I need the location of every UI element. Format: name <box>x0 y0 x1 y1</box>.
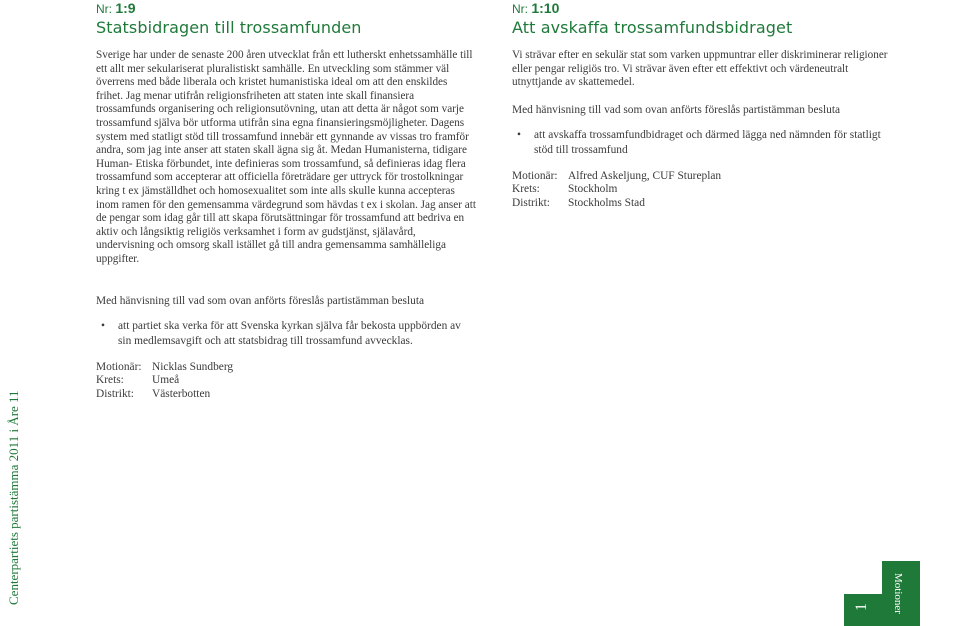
meta-label: Motionär: <box>512 169 558 182</box>
page-number: 1 <box>853 603 870 611</box>
proposal-intro: Med hänvisning till vad som ovan anförts föreslås partistämman besluta <box>96 294 425 307</box>
meta-value: Nicklas Sundberg <box>152 360 234 373</box>
motion-title: Att avskaffa trossamfundsbidraget <box>512 18 793 37</box>
motion-number <box>512 1 897 15</box>
meta-motionar <box>96 361 476 375</box>
proposal-item <box>96 319 476 349</box>
meta-krets <box>512 183 897 197</box>
proposal-list <box>96 319 476 349</box>
meta-label: Krets: <box>96 374 124 387</box>
proposal-text: att avskaffa trossamfundbidraget och därmed lägga ned nämnden för statligt stöd till trossamfund <box>534 128 881 156</box>
motion-number-label: Nr: <box>512 2 528 16</box>
motion-meta <box>512 170 897 211</box>
motion-number-value: 1:10 <box>531 0 560 16</box>
meta-distrikt <box>512 197 897 211</box>
proposal-intro: Med hänvisning till vad som ovan anförts föreslås partistämman besluta <box>512 103 841 116</box>
meta-value: Alfred Askeljung, CUF Stureplan <box>568 169 722 182</box>
meta-krets <box>96 374 476 388</box>
motion-left <box>96 0 476 401</box>
meta-distrikt <box>96 388 476 402</box>
motion-number-value: 1:9 <box>115 0 136 16</box>
meta-label: Motionär: <box>96 360 142 373</box>
meta-value: Stockholms Stad <box>568 196 645 209</box>
motion-number-label: Nr: <box>96 2 112 16</box>
page-number-box <box>844 594 882 626</box>
section-tab <box>882 561 920 626</box>
motion-meta <box>96 361 476 402</box>
meta-value: Umeå <box>152 374 180 387</box>
meta-value: Stockholm <box>568 183 618 196</box>
meta-label: Distrikt: <box>96 387 134 400</box>
bullet-icon: • <box>101 319 105 332</box>
meta-label: Krets: <box>512 183 540 196</box>
sidebar-title: Centerpartiets partistämma 2011 i Åre 11 <box>6 390 21 605</box>
motion-body: Vi strävar efter en sekulär stat som varken uppmuntrar eller diskriminerar religioner eller pengar religiös tro. Vi strävar även efter ett effektivt och värdeneutralt utnyttjande av skattemedel. <box>512 49 888 89</box>
meta-motionar <box>512 170 897 184</box>
meta-value: Västerbotten <box>152 387 211 400</box>
motion-number <box>96 1 476 15</box>
motion-right <box>512 0 897 211</box>
proposal-list <box>512 128 897 158</box>
motion-title: Statsbidragen till trossamfunden <box>96 18 362 37</box>
proposal-text: att partiet ska verka för att Svenska kyrkan själva får bekosta uppbörden av sin medlemsavgift och att statsbidrag till trossamfund avvecklas. <box>118 319 461 347</box>
section-tab-label: Motioner <box>892 573 904 614</box>
bullet-icon: • <box>517 128 521 141</box>
meta-label: Distrikt: <box>512 196 550 209</box>
motion-body: Sverige har under de senaste 200 åren utvecklat från ett lutherskt enhetssamhälle till ett allt mer sekulariserat pluralistiskt samhälle. En utveckling som stämmer väl överrens med både liberala och kristet humanistiska ideal om att den enskildes frihet. Jag menar utifrån religionsfriheten att staten inte skall finansiera trossamfunds organisering och religionsutövning, utan att detta är något som varje trossamfund själva bör utforma utifrån sina egna finansieringsmöjligheter. Dagens system med statligt stöd till trossamfund innebär ett gynnande av vissas tro framför andra, som jag inte anser att staten skall ägna sig åt. Medan Humanisterna, tidigare Human- Etiska förbundet, inte definieras som trossamfund, så definieras idag flera trossamfund som accepterar att officiella företrädare ger uttryck för trostolkningar kring t ex jämställdhet och homosexualitet som inte alls skulle kunna accepteras inom ramen för den gemensamma värdegrund som hävdas t ex i skolan. Jag anser att de pengar som idag går till att skapa förutsättningar för trossamfund att bedriva en aktiv och långsiktig religiös verksamhet i form av gudstjänst, själavård, undervisning och omsorg skall istället gå till andra gemensamma samhälleliga uppgifter. <box>96 49 476 265</box>
proposal-item <box>512 128 897 158</box>
